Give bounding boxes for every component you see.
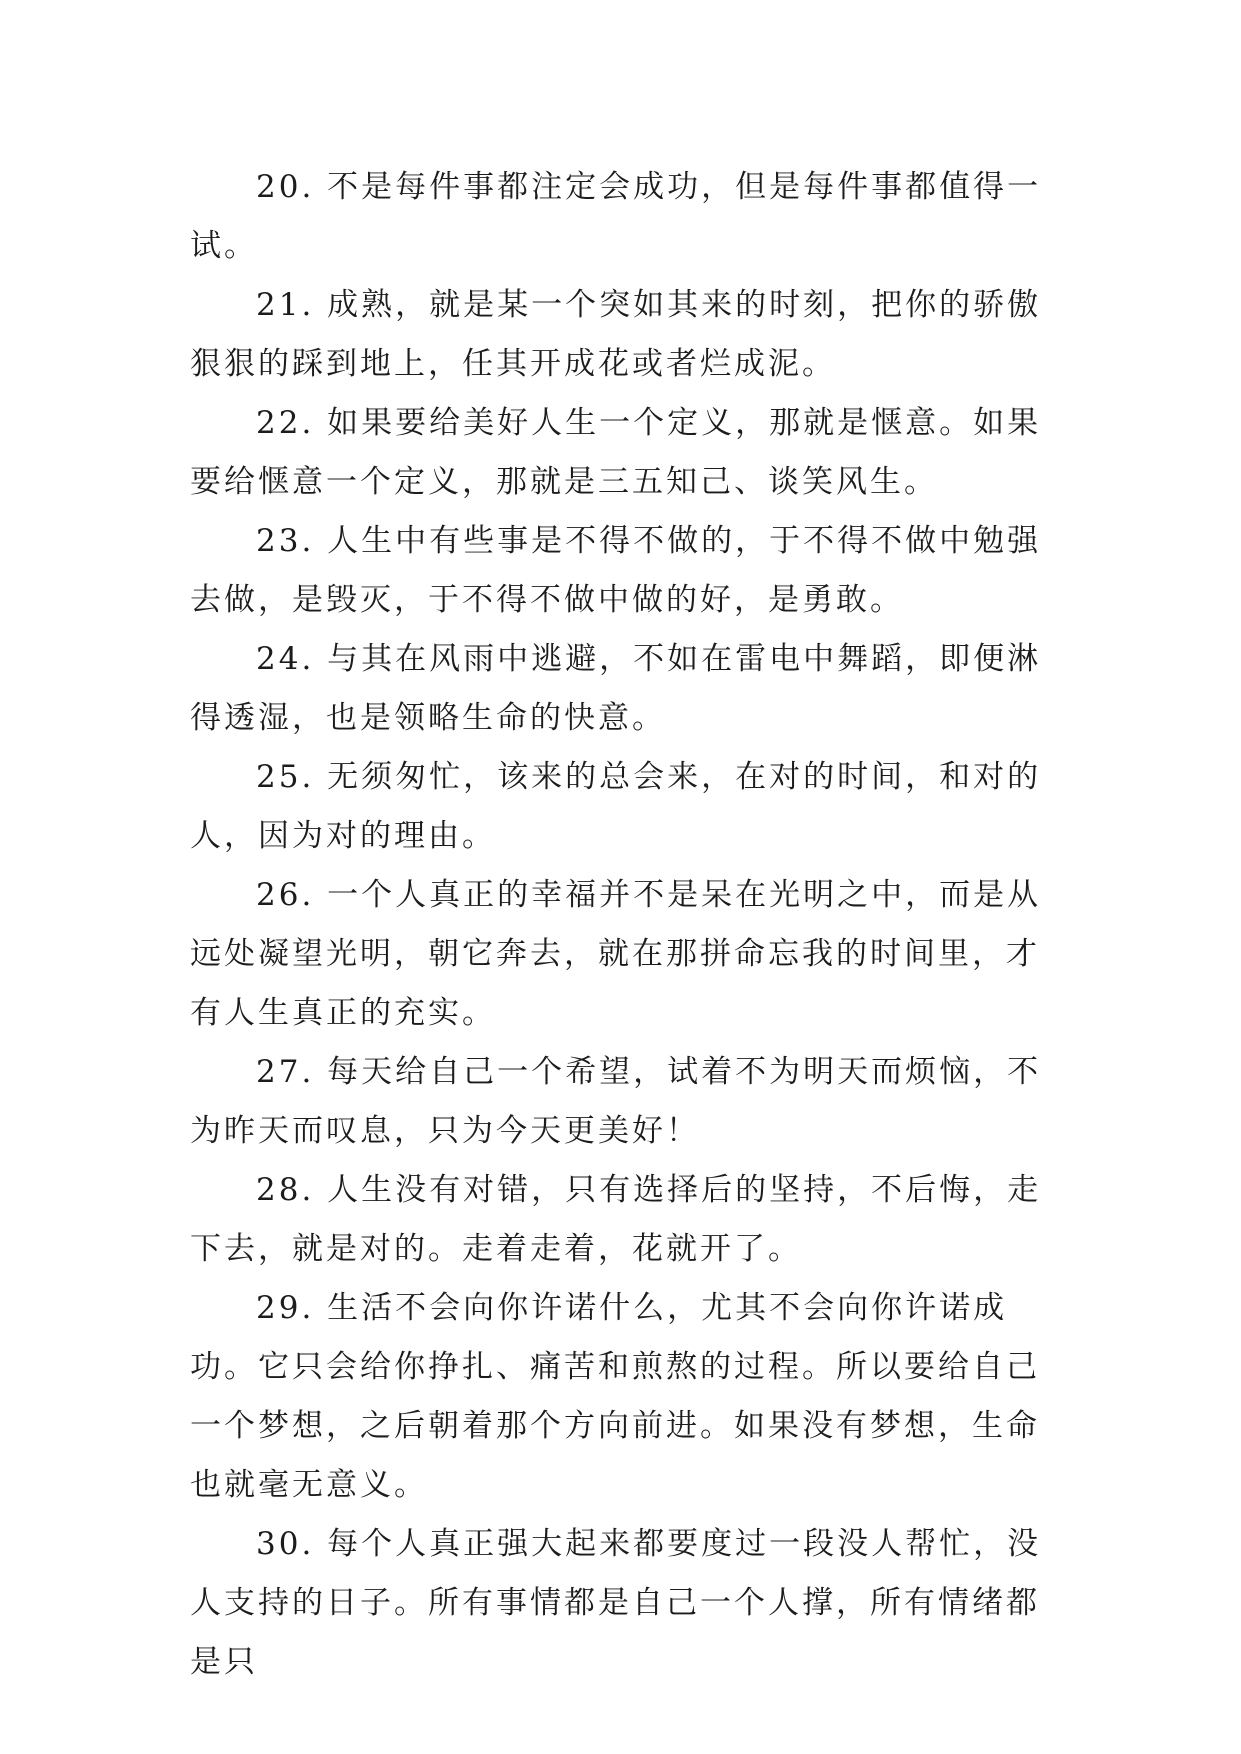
- document-body: [190, 158, 1070, 1692]
- paragraph-25: 25. 无须匆忙，该来的总会来，在对的时间，和对的人，因为对的理由。: [190, 759, 1042, 854]
- paragraph-26: 26. 一个人真正的幸福并不是呆在光明之中，而是从远处凝望光明，朝它奔去，就在那拼命忘我的时间里，才有人生真正的充实。: [190, 877, 1042, 1031]
- paragraph-29: 29. 生活不会向你许诺什么，尤其不会向你许诺成功。它只会给你挣扎、痛苦和煎熬的过程。所以要给自己一个梦想，之后朝着那个方向前进。如果没有梦想，生命也就毫无意义。: [190, 1290, 1040, 1503]
- paragraph-22: 22. 如果要给美好人生一个定义，那就是惬意。如果要给惬意一个定义，那就是三五知己、谈笑风生。: [190, 405, 1042, 500]
- paragraph-24: 24. 与其在风雨中逃避，不如在雷电中舞蹈，即便淋得透湿，也是领略生命的快意。: [190, 641, 1042, 736]
- paragraph-27: 27. 每天给自己一个希望，试着不为明天而烦恼，不为昨天而叹息，只为今天更美好！: [190, 1054, 1042, 1149]
- paragraph-23: 23. 人生中有些事是不得不做的，于不得不做中勉强去做，是毁灭，于不得不做中做的好，是勇敢。: [190, 523, 1042, 618]
- paragraph-21: 21. 成熟，就是某一个突如其来的时刻，把你的骄傲狠狠的踩到地上，任其开成花或者烂成泥。: [190, 287, 1042, 382]
- paragraph-20: 20. 不是每件事都注定会成功，但是每件事都值得一试。: [190, 169, 1042, 264]
- paragraph-30: 30. 每个人真正强大起来都要度过一段没人帮忙，没人支持的日子。所有事情都是自己一个人撑，所有情绪都是只: [190, 1526, 1042, 1680]
- paragraph-28: 28. 人生没有对错，只有选择后的坚持，不后悔，走下去，就是对的。走着走着，花就开了。: [190, 1172, 1042, 1267]
